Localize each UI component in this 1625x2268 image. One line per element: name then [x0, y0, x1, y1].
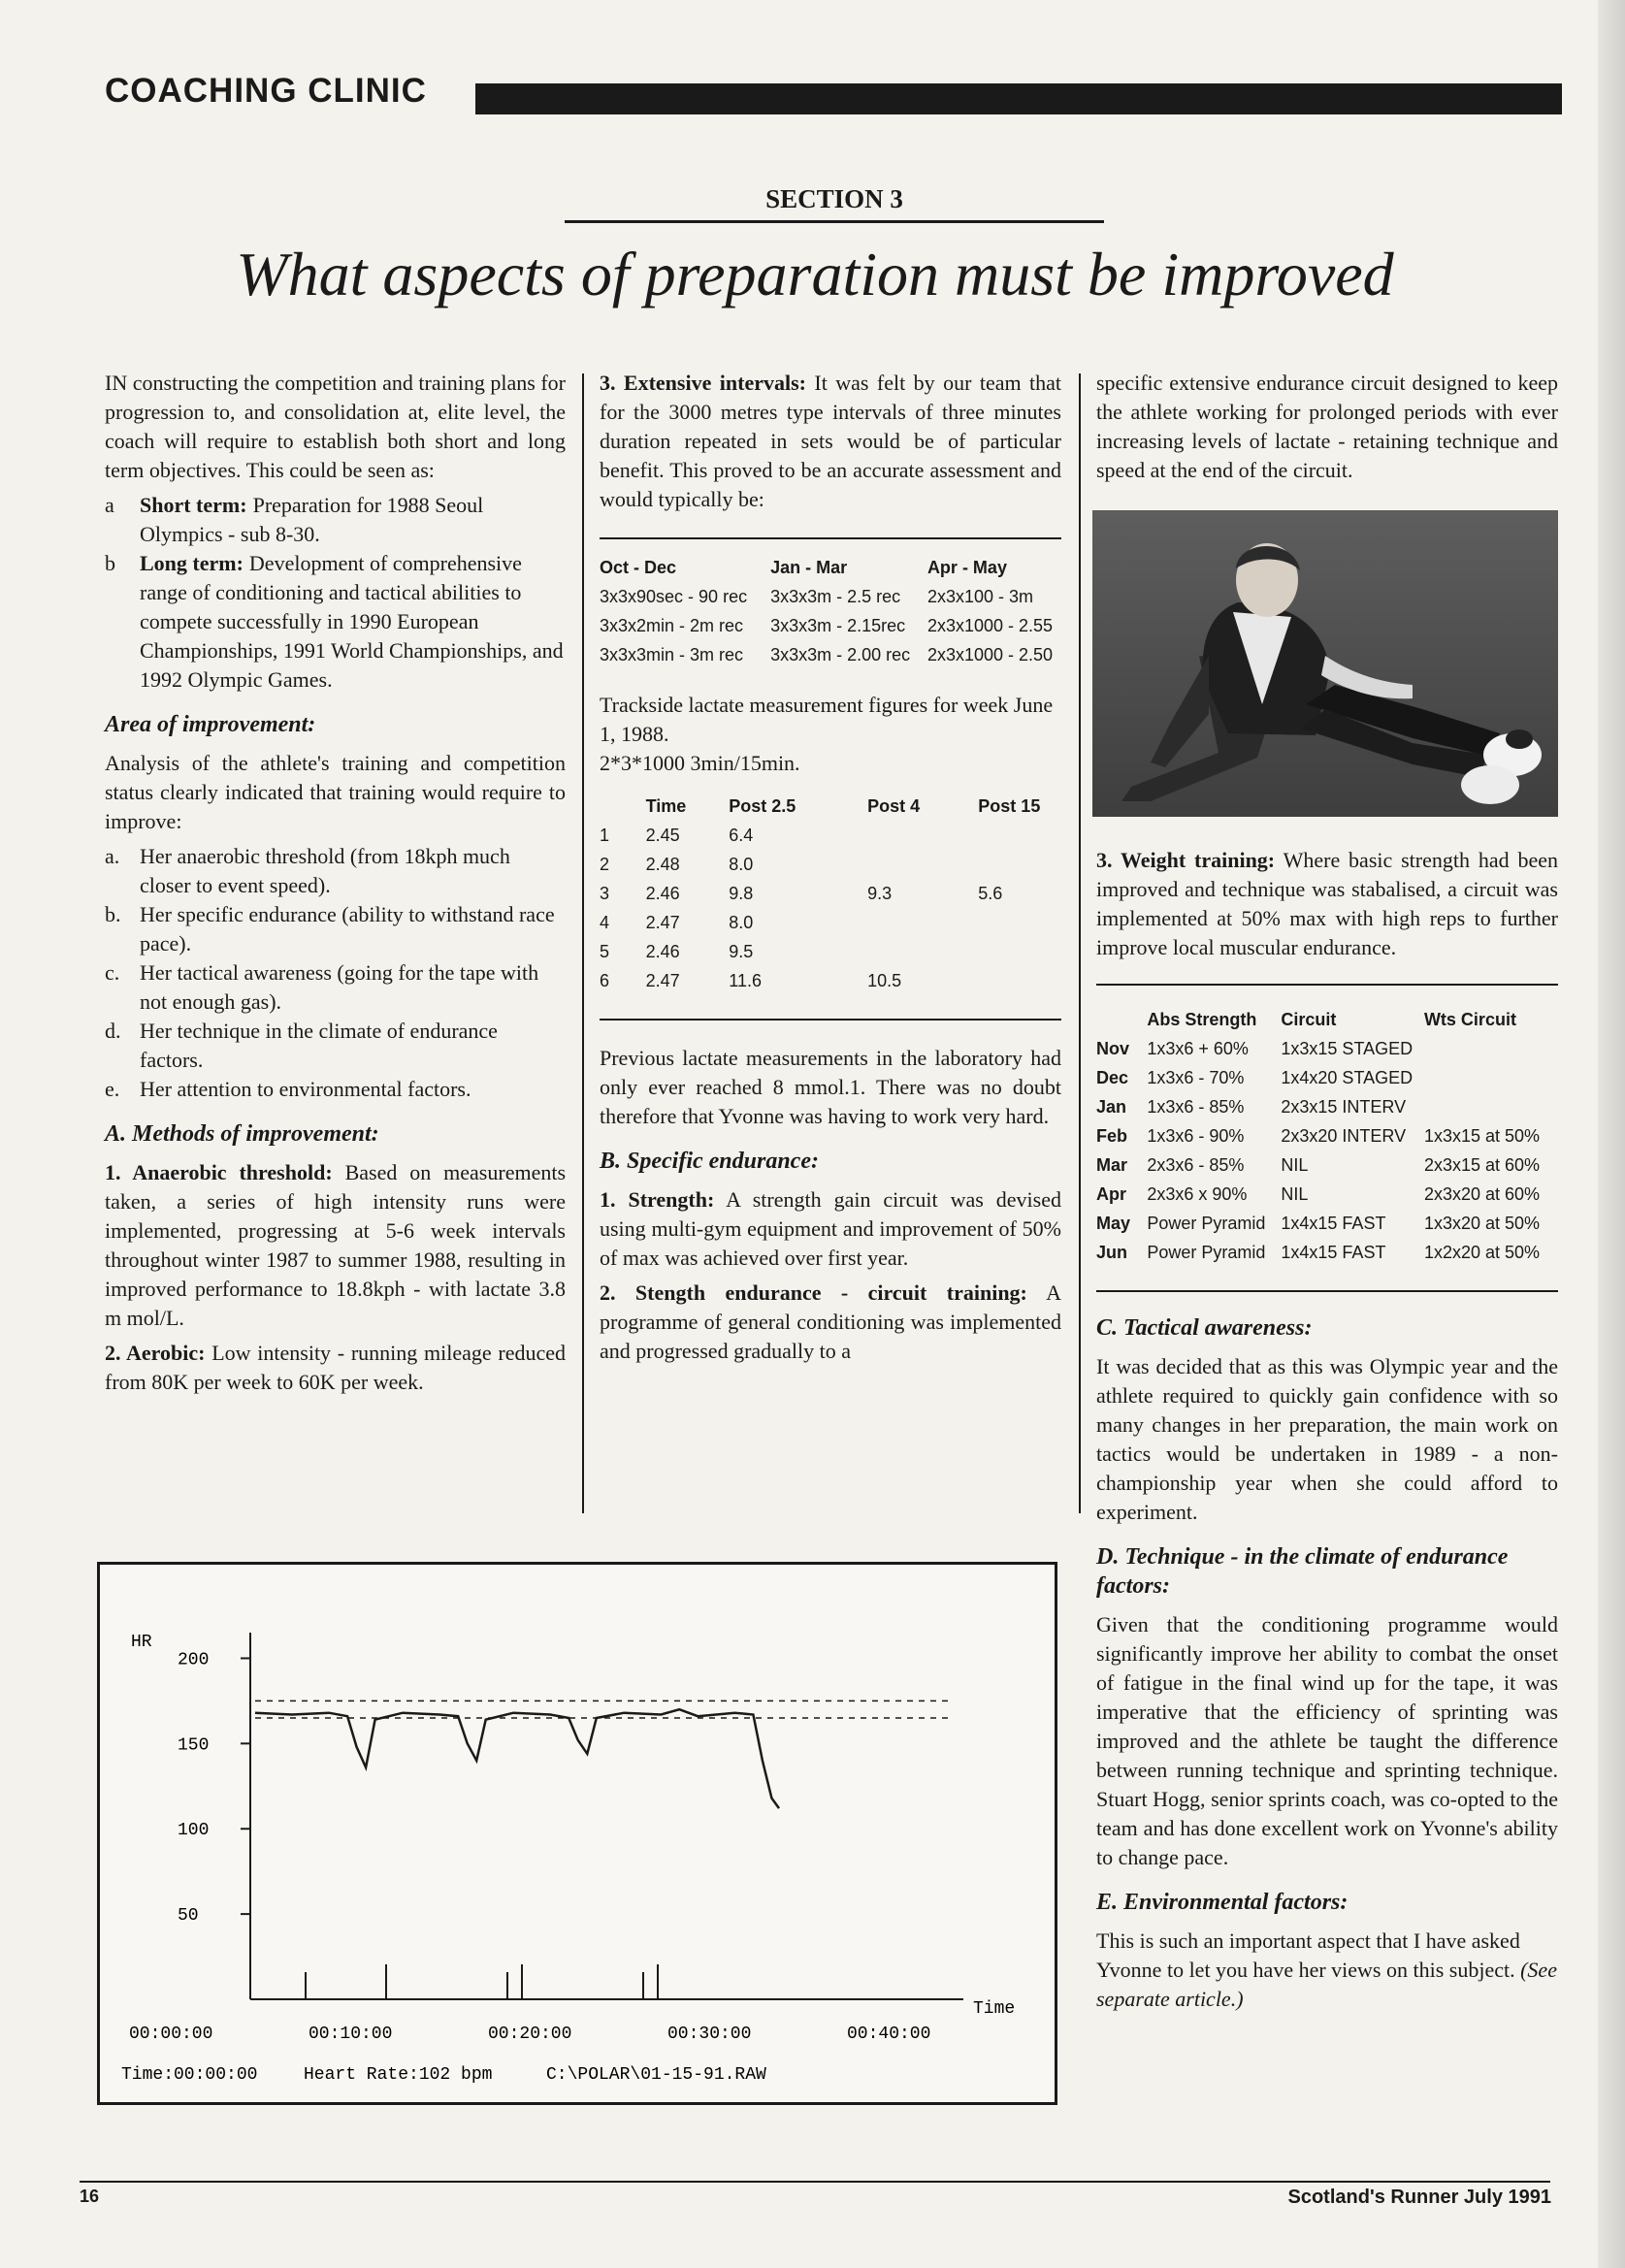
weights-table [1096, 1005, 1558, 1267]
intervals-table [600, 553, 1061, 669]
table-cell: 2x3x20 INTERV [1281, 1126, 1407, 1146]
objective-body [140, 491, 566, 549]
table-cell: 8.0 [729, 913, 754, 932]
table-cell [867, 821, 978, 850]
list-marker: a [105, 493, 114, 517]
table-cell: 4 [600, 913, 610, 932]
table-row [1096, 1092, 1558, 1121]
table-cell: 1x3x6 - 70% [1147, 1068, 1245, 1087]
x-tick-label: 00:30:00 [667, 2025, 752, 2044]
table-cell: 3x3x3min - 3m rec [600, 645, 744, 664]
table-cell: Apr [1096, 1184, 1126, 1204]
table-cell: Jan [1096, 1097, 1127, 1117]
table-cell: Nov [1096, 1039, 1130, 1058]
heart-rate-plot [100, 1565, 1055, 2102]
circuit-paragraph [600, 1279, 1061, 1366]
status-heart-rate: Heart Rate:102 bpm [304, 2065, 493, 2085]
section-label: SECTION 3 [765, 184, 903, 213]
table-cell [978, 908, 1061, 937]
y-tick-label: 50 [178, 1906, 199, 1927]
table-cell: 8.0 [729, 855, 754, 874]
circuit-text: A programme of general conditioning was implemented and progressed gradually to a [600, 1280, 1061, 1363]
table-cell [1424, 1092, 1558, 1121]
x-tick-label: 00:00:00 [129, 2025, 213, 2044]
table-cell: 11.6 [729, 971, 762, 990]
table-header-row [600, 553, 1061, 582]
tactical-paragraph: It was decided that as this was Olympic year and the athlete required to quickly gain confidence with so many changes in her preparation, the main work on tactics would be undertaken in 1989 - a non-championship year when she could afford to experiment. [1096, 1354, 1558, 1524]
anaerobic-paragraph [105, 1158, 566, 1333]
status-time: Time:00:00:00 [121, 2065, 258, 2085]
table-header-row [1096, 1005, 1558, 1034]
table-row [1096, 1180, 1558, 1209]
table-cell: 3x3x90sec - 90 rec [600, 587, 748, 606]
table-cell [978, 937, 1061, 966]
table-cell: 9.3 [867, 884, 893, 903]
table-header-cell: Apr - May [926, 558, 1007, 577]
page-number: 16 [80, 2187, 100, 2206]
table-cell: NIL [1281, 1155, 1309, 1175]
y-tick-label: 100 [178, 1821, 210, 1841]
table-cell: 2x3x6 - 85% [1147, 1155, 1245, 1175]
circuit-continued: specific extensive endurance circuit designed to keep the athlete working for prolonged periods with ever increasing levels of lactate - retaining technique and speed at the end of the circuit. [1096, 371, 1558, 482]
header-title: COACHING CLINIC [105, 72, 427, 110]
table-cell: 2 [600, 855, 610, 874]
lactate-table [600, 792, 1061, 995]
weight-label: 3. Weight training: [1096, 848, 1276, 872]
methods-heading: A. Methods of improvement: [105, 1121, 379, 1147]
objective-text: Development of comprehensive range of conditioning and tactical abilities to compete successfully in 1990 European Championships, 1991 World Championships, and 1992 Olympic Games. [140, 551, 564, 692]
table-header-cell: Circuit [1281, 1010, 1337, 1029]
list-marker: e. [105, 1077, 120, 1101]
table-header-cell: Post 2.5 [729, 796, 796, 816]
environmental-ref: (See separate article.) [1096, 1958, 1557, 2011]
table-cell [978, 850, 1061, 879]
heart-rate-line [255, 1709, 779, 1808]
environmental-heading: E. Environmental factors: [1096, 1890, 1349, 1915]
y-tick-label: 150 [178, 1735, 210, 1756]
table-cell: 3 [600, 884, 610, 903]
x-ticks [129, 1964, 930, 2044]
table-cell [978, 821, 1061, 850]
table-header-cell: Post 4 [867, 796, 921, 816]
table-cell: Power Pyramid [1147, 1243, 1266, 1262]
extensive-text: It was felt by our team that for the 3000 metres type intervals of three minutes duration repeated in sets would be of particular benefit. This proved to be an accurate assessment and would typically be: [600, 371, 1061, 511]
table-cell: 10.5 [867, 971, 902, 990]
table-cell: 9.5 [729, 942, 754, 961]
table-cell: NIL [1281, 1184, 1309, 1204]
environmental-paragraph [1096, 1927, 1558, 2014]
list-marker: b [105, 551, 115, 575]
area-item [105, 1075, 566, 1104]
table-cell: 2.48 [645, 855, 680, 874]
table-cell: 1x3x20 at 50% [1423, 1214, 1541, 1233]
list-marker: a. [105, 844, 120, 868]
table-cell: 3x3x3m - 2.00 rec [770, 645, 911, 664]
table-cell: 1x4x15 FAST [1281, 1243, 1386, 1262]
table-cell [1424, 1034, 1558, 1063]
objective-label: Long term: [140, 551, 244, 575]
table-cell: 2x3x1000 - 2.50 [926, 645, 1054, 664]
table-cell: Power Pyramid [1147, 1214, 1266, 1233]
table-cell: Mar [1096, 1155, 1128, 1175]
lactate-intro: Trackside lactate measurement figures for week June 1, 1988. [600, 693, 1054, 746]
footer-rule [80, 2181, 1550, 2183]
table-row [600, 966, 1061, 995]
athlete-photo [1092, 510, 1558, 817]
table-header-cell: Jan - Mar [770, 558, 848, 577]
table-cell: 2x3x1000 - 2.55 [926, 616, 1054, 635]
table-cell: 1x4x20 STAGED [1281, 1068, 1414, 1087]
tactical-heading: C. Tactical awareness: [1096, 1315, 1313, 1341]
table-row [1096, 1121, 1558, 1150]
technique-paragraph: Given that the conditioning programme would significantly improve her ability to combat the onset of fatigue in the final wind up for the tape, it was imperative that the efficiency of sprinting was improved and the athlete be taught the difference between running technique and sprinting technique. Stuart Hogg, senior sprints coach, was co-opted to the team and has done excellent work on Yvonne's ability to change pace. [1096, 1612, 1558, 1869]
y-tick-label: 200 [178, 1650, 210, 1670]
area-item-text: Her attention to environmental factors. [140, 1077, 471, 1101]
table-header-cell: Post 15 [978, 796, 1041, 816]
area-item-text: Her tactical awareness (going for the tape with not enough gas). [140, 960, 539, 1014]
intro-paragraph: IN constructing the competition and training plans for progression to, and consolidation at, elite level, the coach will require to establish both short and long term objectives. This could be seen as: [105, 371, 566, 482]
table-row [600, 850, 1061, 879]
table-header-row [600, 792, 1061, 821]
x-tick-label: 00:20:00 [488, 2025, 572, 2044]
status-file: C:\POLAR\01-15-91.RAW [546, 2065, 766, 2085]
table-header-cell: Oct - Dec [600, 558, 677, 577]
environmental-text: This is such an important aspect that I have asked Yvonne to let you have her views on this subject. [1096, 1928, 1520, 1982]
table-row [600, 937, 1061, 966]
column-rule-1 [582, 373, 584, 1513]
x-axis-label: Time [973, 1999, 1016, 2019]
strength-paragraph [600, 1185, 1061, 1273]
table-cell: Dec [1096, 1068, 1129, 1087]
table-cell: 3x3x3m - 2.15rec [770, 616, 906, 635]
section-rule [565, 220, 1104, 223]
x-tick-label: 00:40:00 [847, 2025, 931, 2044]
objective-body [140, 549, 566, 695]
objective-text: Preparation for 1988 Seoul Olympics - sub 8-30. [140, 493, 484, 546]
table-row [600, 582, 1061, 611]
table-cell: 2x3x6 x 90% [1147, 1184, 1248, 1204]
area-item [105, 842, 566, 900]
area-item [105, 958, 566, 1017]
table-row [1096, 1150, 1558, 1180]
circuit-label: 2. Stength endurance - circuit training: [600, 1280, 1027, 1305]
specific-heading: B. Specific endurance: [600, 1149, 819, 1174]
strength-label: 1. Strength: [600, 1187, 715, 1212]
y-axis-label: HR [131, 1633, 152, 1652]
list-marker: d. [105, 1019, 121, 1043]
y-ticks [178, 1650, 250, 1926]
area-item [105, 1017, 566, 1075]
table-cell: 3x3x3m - 2.5 rec [770, 587, 901, 606]
table-cell: 5.6 [978, 884, 1003, 903]
table-cell: Feb [1096, 1126, 1128, 1146]
table-row [1096, 1034, 1558, 1063]
rule [600, 537, 1061, 539]
table-header-cell: Abs Strength [1147, 1010, 1257, 1029]
table-cell: 2.46 [645, 942, 680, 961]
objective-item [105, 491, 566, 549]
table-row [600, 908, 1061, 937]
headline: What aspects of preparation must be improved [236, 240, 1394, 308]
table-row [1096, 1063, 1558, 1092]
table-cell: 1x3x15 at 50% [1423, 1126, 1541, 1146]
table-cell [867, 908, 978, 937]
lactate-session: 2*3*1000 3min/15min. [600, 751, 800, 775]
table-cell: 2x3x20 at 60% [1423, 1184, 1541, 1204]
extensive-label: 3. Extensive intervals: [600, 371, 806, 395]
table-cell [867, 937, 978, 966]
table-row [1096, 1209, 1558, 1238]
table-header-cell [600, 792, 646, 821]
publication-line: Scotland's Runner July 1991 [1287, 2187, 1551, 2208]
table-cell: 2x3x100 - 3m [926, 587, 1033, 606]
objective-item [105, 549, 566, 695]
objectives-list [105, 491, 566, 695]
table-cell: 9.8 [729, 884, 754, 903]
list-marker: c. [105, 960, 120, 985]
table-row [1096, 1238, 1558, 1267]
table-cell: May [1096, 1214, 1131, 1233]
aerobic-paragraph [105, 1339, 566, 1397]
column-2 [600, 369, 1061, 1372]
table-header-cell: Time [645, 796, 687, 816]
table-cell [1424, 1063, 1558, 1092]
area-item-text: Her technique in the climate of endurance factors. [140, 1019, 498, 1072]
table-cell: Jun [1096, 1243, 1128, 1262]
table-cell: 1x3x6 - 85% [1147, 1097, 1245, 1117]
table-cell: 1x3x15 STAGED [1281, 1039, 1414, 1058]
area-intro: Analysis of the athlete's training and competition status clearly indicated that training would require to improve: [105, 751, 566, 833]
table-cell: 2x3x15 at 60% [1423, 1155, 1541, 1175]
table-cell: 2.47 [645, 913, 680, 932]
table-cell [867, 850, 978, 879]
technique-heading: D. Technique - in the climate of endurance factors: [1096, 1544, 1509, 1599]
objective-label: Short term: [140, 493, 247, 517]
table-cell: 1x4x15 FAST [1281, 1214, 1386, 1233]
x-tick-label: 00:10:00 [309, 2025, 393, 2044]
weight-text: Where basic strength had been improved and technique was stabalised, a circuit was implemented at 50% max with high reps to further improve local muscular endurance. [1096, 848, 1558, 959]
table-cell: 1x3x6 - 90% [1147, 1126, 1245, 1146]
aerobic-label: 2. Aerobic: [105, 1341, 206, 1365]
heart-rate-chart [97, 1562, 1057, 2105]
area-heading: Area of improvement: [105, 712, 316, 737]
list-marker: b. [105, 902, 121, 926]
extensive-paragraph [600, 369, 1061, 514]
area-list [105, 842, 566, 1104]
table-row [600, 611, 1061, 640]
table-cell: 1 [600, 826, 610, 845]
table-cell: 6 [600, 971, 610, 990]
anaerobic-label: 1. Anaerobic threshold: [105, 1160, 333, 1184]
table-cell: 2.46 [645, 884, 680, 903]
table-cell: 5 [600, 942, 610, 961]
table-row [600, 879, 1061, 908]
column-rule-2 [1079, 373, 1081, 1513]
aerobic-text: Low intensity - running mileage reduced from 80K per week to 60K per week. [105, 1341, 566, 1394]
rule [600, 1019, 1061, 1021]
rule [1096, 984, 1558, 986]
table-header-cell [1096, 1005, 1147, 1034]
column-1 [105, 369, 566, 1403]
area-item [105, 900, 566, 958]
table-cell: 2.45 [645, 826, 680, 845]
strength-text: A strength gain circuit was devised using multi-gym equipment and improvement of 50% of max was achieved over first year. [600, 1187, 1061, 1270]
area-item-text: Her anaerobic threshold (from 18kph much closer to event speed). [140, 844, 510, 897]
table-row [600, 821, 1061, 850]
table-cell: 1x3x6 + 60% [1147, 1039, 1249, 1058]
area-item-text: Her specific endurance (ability to withstand race pace). [140, 902, 555, 956]
table-header-cell: Wts Circuit [1423, 1010, 1516, 1029]
weight-paragraph [1096, 846, 1558, 962]
rule [1096, 1290, 1558, 1292]
column-3 [1096, 369, 1558, 2020]
page-edge [1598, 0, 1625, 2268]
table-cell: 2x3x15 INTERV [1281, 1097, 1407, 1117]
table-cell: 3x3x2min - 2m rec [600, 616, 744, 635]
anaerobic-text: Based on measurements taken, a series of high intensity runs were implemented, progressing at 5-6 week intervals throughout winter 1987 to summer 1988, resulting in improved performance to 18.8kph - with lactate 3.8 m mol/L. [105, 1160, 567, 1330]
table-cell: 6.4 [729, 826, 754, 845]
previous-paragraph: Previous lactate measurements in the laboratory had only ever reached 8 mmol.1. There was no doubt therefore that Yvonne was having to work very hard. [600, 1046, 1061, 1128]
table-cell: 2.47 [645, 971, 680, 990]
table-cell: 1x2x20 at 50% [1423, 1243, 1541, 1262]
table-row [600, 640, 1061, 669]
header-bar [475, 83, 1562, 114]
table-cell [978, 966, 1061, 995]
